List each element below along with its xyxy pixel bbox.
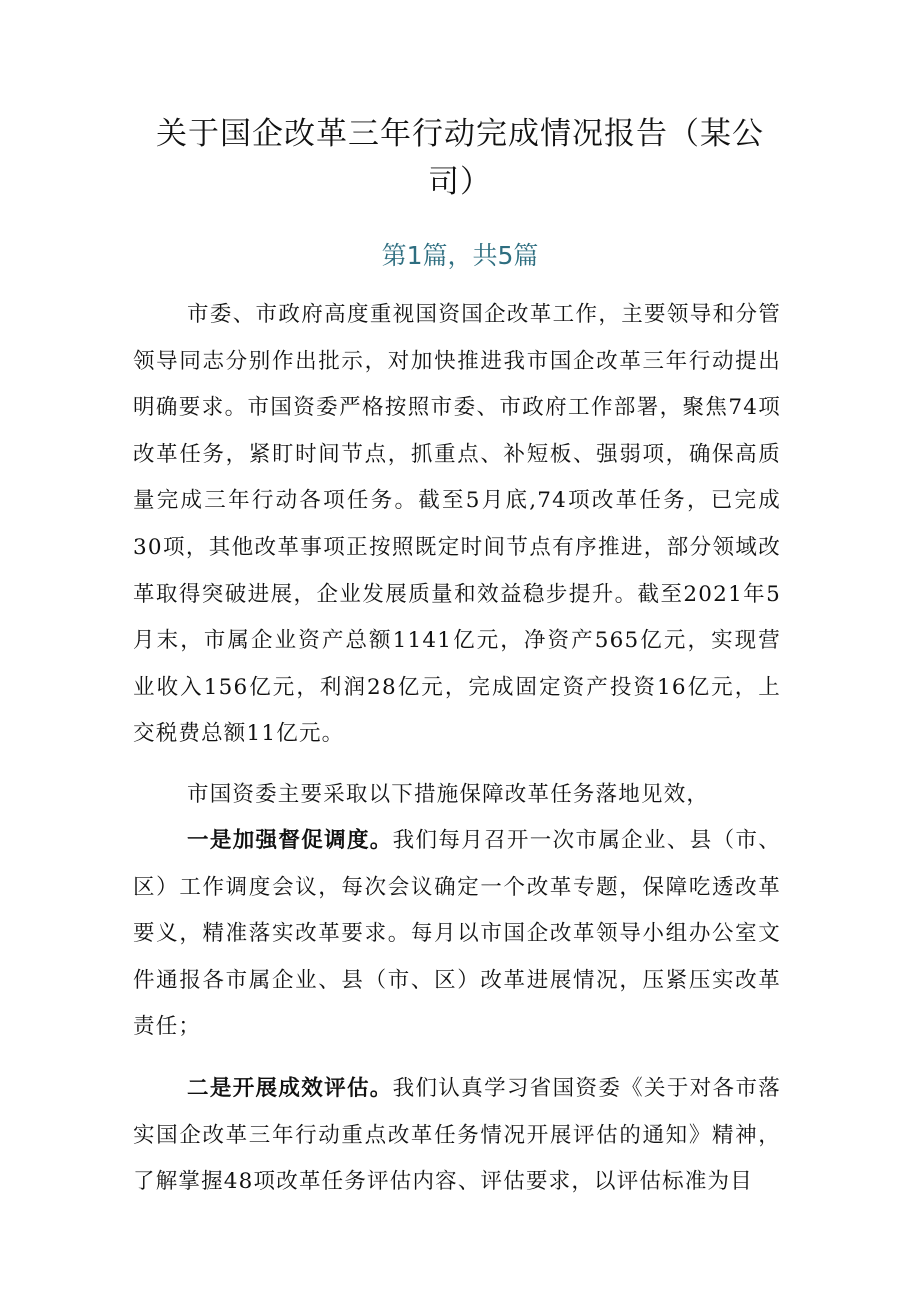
paragraph-text: 我们认真学习省国资委《关于对各市落实国企改革三年行动重点改革任务情况开展评估的通知》精神，了解掌握48项改革任务评估内容、评估要求，以评估标准为目 (133, 1076, 781, 1195)
paragraph-overview (133, 292, 781, 758)
paragraph-measure-one (133, 818, 781, 1051)
paragraph-text: 市国资委主要采取以下措施保障改革任务落地见效， (187, 782, 710, 807)
paragraph-measure-two (133, 1066, 781, 1206)
paragraph-lead: 一是加强督促调度。 (187, 828, 393, 853)
paragraph-text: 我们每月召开一次市属企业、县（市、区）工作调度会议，每次会议确定一个改革专题，保障吃透改革要义，精准落实改革要求。每月以市国企改革领导小组办公室文件通报各市属企业、县（市、区）改革进展情况，压紧压实改革责任； (133, 828, 781, 1040)
paragraph-measures-intro (133, 772, 781, 819)
paragraph-lead: 二是开展成效评估。 (187, 1076, 393, 1101)
document-title: 关于国企改革三年行动完成情况报告（某公司） (156, 116, 764, 200)
document-subtitle: 第1篇，共5篇 (381, 241, 539, 270)
paragraph-text: 市委、市政府高度重视国资国企改革工作，主要领导和分管领导同志分别作出批示，对加快推进我市国企改革三年行动提出明确要求。市国资委严格按照市委、市政府工作部署，聚焦74项改革任务，紧盯时间节点，抓重点、补短板、强弱项，确保高质量完成三年行动各项任务。截至5月底,74项改革任务，已完成30项，其他改革事项正按照既定时间节点有序推进，部分领域改革取得突破进展，企业发展质量和效益稳步提升。截至2021年5月末，市属企业资产总额1141亿元，净资产565亿元，实现营业收入156亿元，利润28亿元，完成固定资产投资16亿元，上交税费总额11亿元。 (133, 302, 781, 747)
